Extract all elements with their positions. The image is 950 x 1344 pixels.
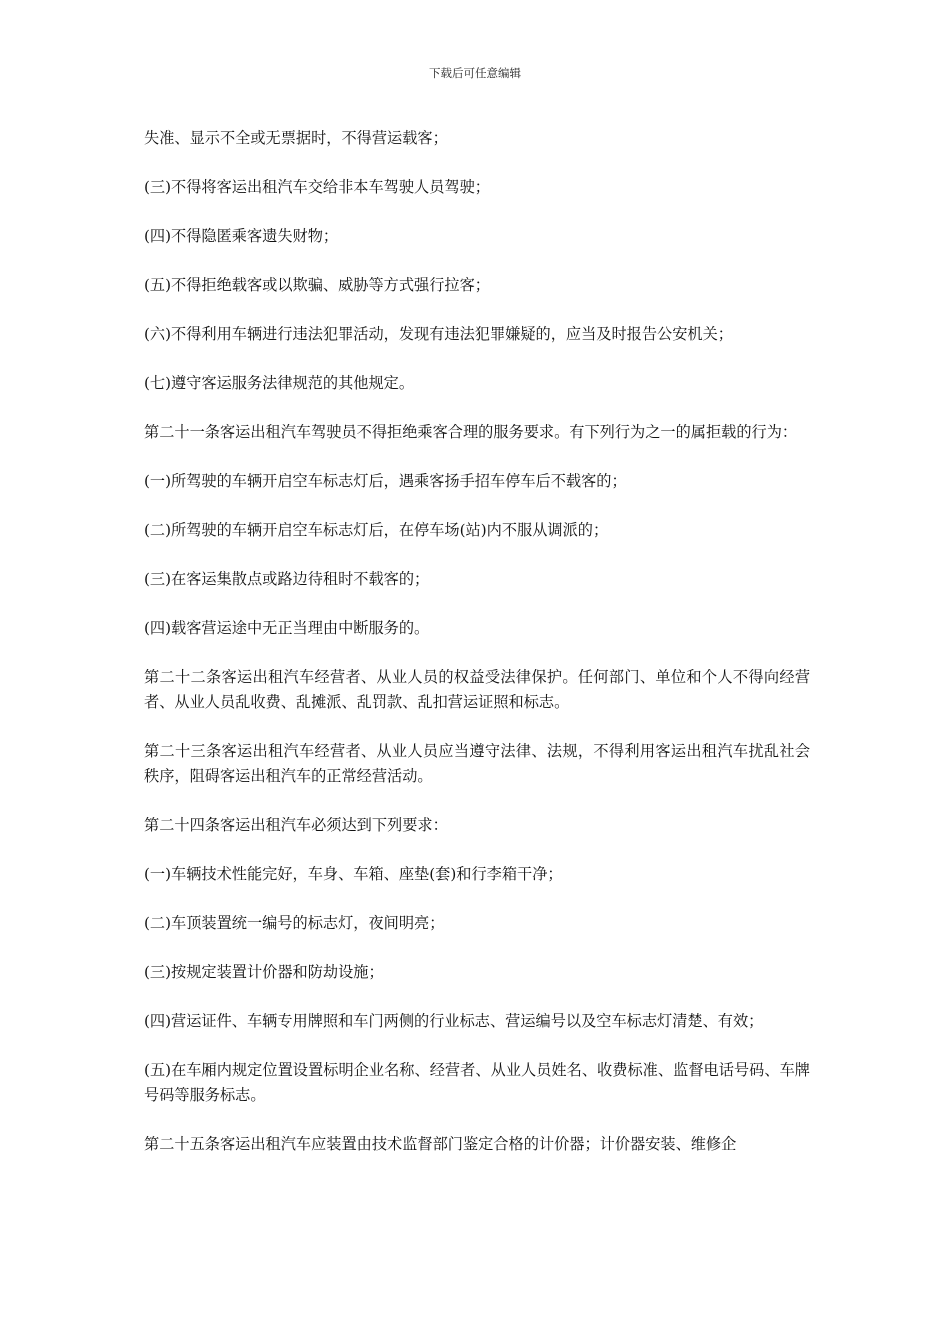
article-paragraph: 第二十三条客运出租汽车经营者、从业人员应当遵守法律、法规，不得利用客运出租汽车扰乱社会秩序，阻碍客运出租汽车的正常经营活动。 xyxy=(144,742,810,785)
paragraph: (四)营运证件、车辆专用牌照和车门两侧的行业标志、营运编号以及空车标志灯清楚、有效； xyxy=(144,1012,764,1030)
document-body xyxy=(144,126,810,1157)
paragraph: (四)不得隐匿乘客遗失财物； xyxy=(144,227,339,245)
paragraph: (五)在车厢内规定位置设置标明企业名称、经营者、从业人员姓名、收费标准、监督电话号码、车牌号码等服务标志。 xyxy=(144,1061,810,1104)
paragraph: 失准、显示不全或无票据时，不得营运载客； xyxy=(144,129,448,147)
paragraph: (三)不得将客运出租汽车交给非本车驾驶人员驾驶； xyxy=(144,178,490,196)
paragraph: (二)所驾驶的车辆开启空车标志灯后，在停车场(站)内不服从调派的； xyxy=(144,521,609,539)
article-paragraph: 第二十一条客运出租汽车驾驶员不得拒绝乘客合理的服务要求。有下列行为之一的属拒载的行为： xyxy=(144,423,798,441)
paragraph: (六)不得利用车辆进行违法犯罪活动，发现有违法犯罪嫌疑的，应当及时报告公安机关； xyxy=(144,325,733,343)
article-paragraph: 第二十四条客运出租汽车必须达到下列要求： xyxy=(144,816,448,834)
paragraph: (一)所驾驶的车辆开启空车标志灯后，遇乘客扬手招车停车后不载客的； xyxy=(144,472,627,490)
paragraph: (三)按规定装置计价器和防劫设施； xyxy=(144,963,384,981)
paragraph: (七)遵守客运服务法律规范的其他规定。 xyxy=(144,374,415,392)
paragraph: (二)车顶装置统一编号的标志灯，夜间明亮； xyxy=(144,914,445,932)
page-header: 下载后可任意编辑 xyxy=(429,66,521,80)
article-paragraph: 第二十二条客运出租汽车经营者、从业人员的权益受法律保护。任何部门、单位和个人不得向经营者、从业人员乱收费、乱摊派、乱罚款、乱扣营运证照和标志。 xyxy=(144,668,810,711)
paragraph: (三)在客运集散点或路边待租时不载客的； xyxy=(144,570,430,588)
article-paragraph: 第二十五条客运出租汽车应装置由技术监督部门鉴定合格的计价器；计价器安装、维修企 xyxy=(144,1135,737,1153)
paragraph: (四)载客营运途中无正当理由中断服务的。 xyxy=(144,619,430,637)
paragraph: (五)不得拒绝载客或以欺骗、威胁等方式强行拉客； xyxy=(144,276,490,294)
paragraph: (一)车辆技术性能完好，车身、车箱、座垫(套)和行李箱干净； xyxy=(144,865,563,883)
